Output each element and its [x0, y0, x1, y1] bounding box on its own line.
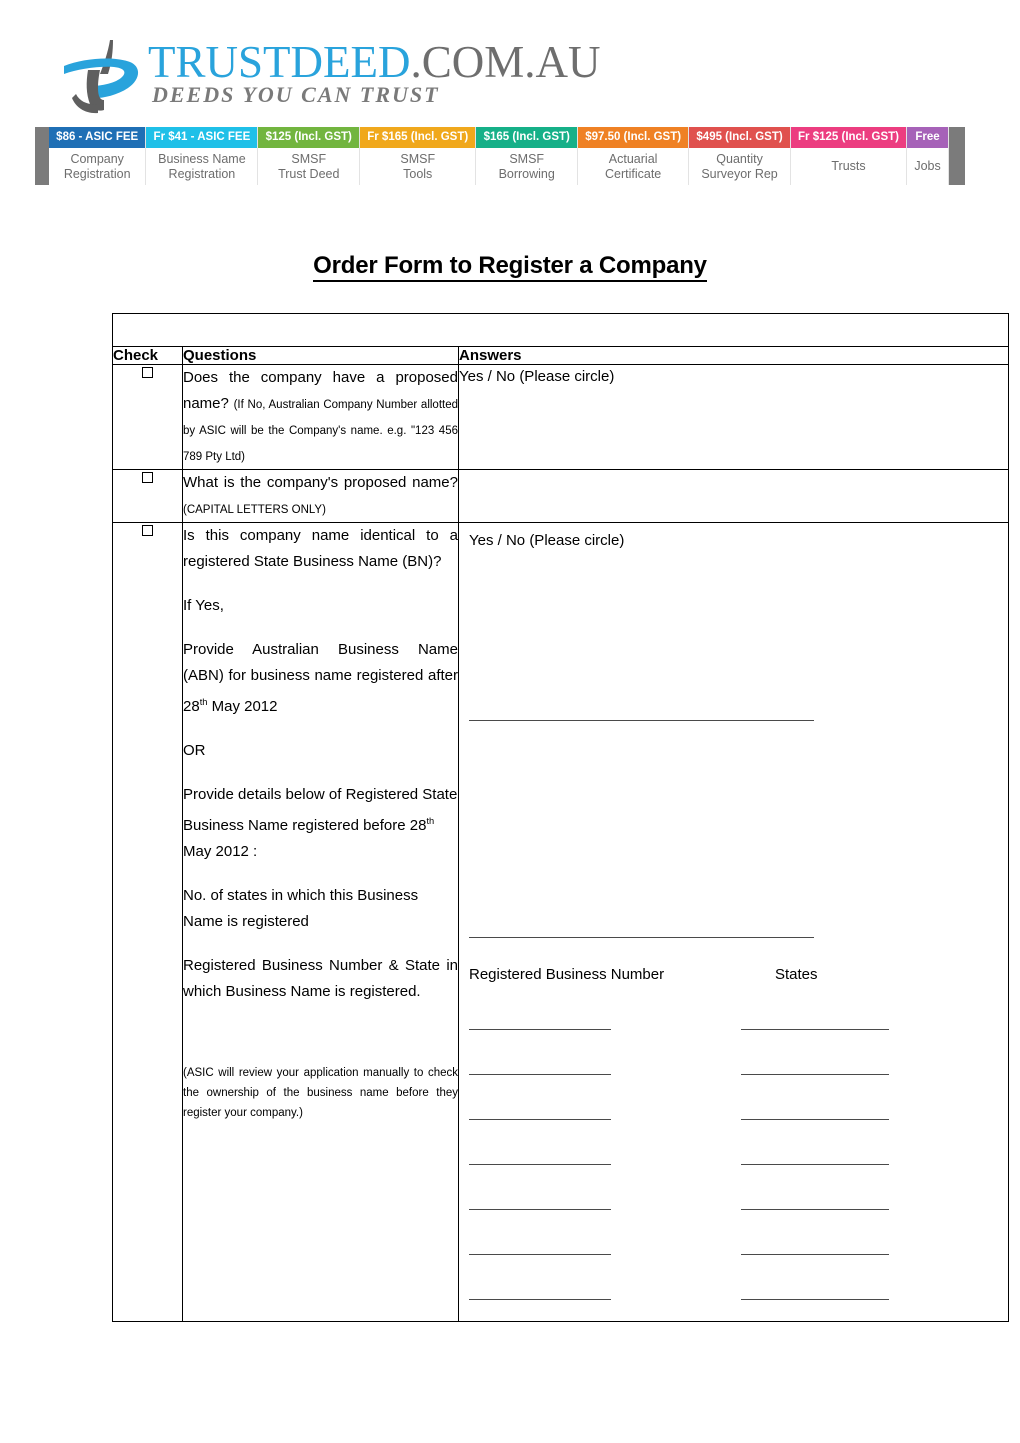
row2-question-main: What is the company's proposed name?	[183, 474, 458, 491]
nav-price-smsf-trust-deed: $125 (Incl. GST)	[258, 127, 359, 148]
answer-line-bn-6[interactable]	[469, 1254, 611, 1255]
row3-q-para-5a: Provide details below of Registered State Business Name registered before 28	[183, 786, 458, 834]
nav-item-business-name-registration[interactable]	[146, 127, 258, 185]
row3-question-text	[183, 523, 458, 1123]
answer-line-bn-1[interactable]	[469, 1029, 611, 1030]
page-header	[0, 0, 1020, 200]
nav-label-line2: Tools	[403, 166, 433, 181]
answer-col-header-registered-business-number: Registered Business Number	[469, 966, 665, 983]
checkbox-icon[interactable]	[142, 472, 153, 483]
answer-line-state-1[interactable]	[741, 1029, 889, 1030]
nav-item-actuarial-certificate[interactable]	[578, 127, 689, 185]
nav-label-line2: Registration	[63, 166, 131, 181]
order-form-table	[112, 313, 1009, 1322]
table-top-spacer-row	[113, 314, 1009, 347]
row3-answer-cell[interactable]	[459, 523, 1009, 1322]
row2-answer-cell[interactable]	[459, 470, 1009, 523]
row3-answer-lead: Yes / No (Please circle)	[469, 532, 625, 549]
header-check: Check	[113, 347, 183, 365]
answer-line-state-2[interactable]	[741, 1074, 889, 1075]
navbar-right-edge	[949, 127, 965, 185]
answer-line-state-3[interactable]	[741, 1119, 889, 1120]
answer-line-num-states[interactable]	[469, 937, 814, 938]
nav-item-smsf-borrowing[interactable]	[476, 127, 578, 185]
answer-line-bn-3[interactable]	[469, 1119, 611, 1120]
nav-label-line2: Certificate	[604, 166, 662, 181]
nav-item-trusts[interactable]	[791, 127, 907, 185]
row1-question-main: Does the company have a proposed name?	[183, 369, 458, 412]
nav-item-quantity-surveyor-rep[interactable]	[689, 127, 791, 185]
nav-label-actuarial-certificate	[578, 148, 688, 185]
answer-line-abn[interactable]	[469, 720, 814, 721]
nav-item-jobs[interactable]	[907, 127, 949, 185]
answer-line-bn-4[interactable]	[469, 1164, 611, 1165]
row3-q-para-3-sup: th	[199, 697, 208, 707]
brand-name-primary: TRUSTDEED	[148, 37, 411, 87]
nav-label-jobs	[907, 148, 948, 185]
row3-q-para-2: If Yes,	[183, 597, 224, 614]
nav-label-line1: Actuarial	[608, 151, 658, 166]
nav-price-jobs: Free	[907, 127, 948, 148]
nav-label-line1: SMSF	[291, 151, 327, 166]
row3-q-para-6: No. of states in which this Business Name is registered	[183, 887, 419, 930]
nav-label-line2: Registration	[168, 166, 236, 181]
header-answers: Answers	[459, 347, 1009, 365]
row1-question-cell	[183, 365, 459, 470]
row2-check-cell[interactable]	[113, 470, 183, 523]
row3-q-para-3	[183, 637, 458, 720]
nav-label-line1: SMSF	[509, 151, 545, 166]
answer-line-state-4[interactable]	[741, 1164, 889, 1165]
answer-line-state-6[interactable]	[741, 1254, 889, 1255]
nav-price-actuarial-certificate: $97.50 (Incl. GST)	[578, 127, 688, 148]
answer-line-bn-5[interactable]	[469, 1209, 611, 1210]
checkbox-icon[interactable]	[142, 525, 153, 536]
row3-answer-block	[459, 523, 1008, 1321]
nav-price-smsf-borrowing: $165 (Incl. GST)	[476, 127, 577, 148]
answer-col-header-states: States	[775, 966, 818, 983]
row3-q-note: (ASIC will review your application manually to check the ownership of the business name before they register your company.)	[183, 1067, 458, 1119]
row3-check-cell[interactable]	[113, 523, 183, 1322]
nav-label-trusts	[791, 148, 906, 185]
answer-line-bn-7[interactable]	[469, 1299, 611, 1300]
nav-price-quantity-surveyor-rep: $495 (Incl. GST)	[689, 127, 790, 148]
checkbox-icon[interactable]	[142, 367, 153, 378]
trustdeed-logo-icon	[58, 36, 144, 116]
row1-answer-text: Yes / No (Please circle)	[459, 368, 615, 385]
nav-label-line1: Trusts	[831, 159, 866, 173]
row1-answer-cell[interactable]	[459, 365, 1009, 470]
row1-question-text	[183, 365, 458, 469]
row2-question-cell	[183, 470, 459, 523]
page-title-text: Order Form to Register a Company	[313, 252, 707, 282]
table-row	[113, 470, 1009, 523]
row1-question-note: (If No, Australian Company Number allotted by ASIC will be the Company's name. e.g. "123 456 789 Pty Ltd)	[183, 399, 459, 463]
nav-price-smsf-tools: Fr $165 (Incl. GST)	[360, 127, 475, 148]
brand-name-tld: .COM.AU	[410, 37, 601, 87]
header-questions: Questions	[183, 347, 459, 365]
navbar-left-edge	[35, 127, 49, 185]
nav-label-line1: Jobs	[914, 159, 941, 173]
nav-item-smsf-trust-deed[interactable]	[258, 127, 360, 185]
table-header-row	[113, 347, 1009, 365]
row1-check-cell[interactable]	[113, 365, 183, 470]
row2-question-note: (CAPITAL LETTERS ONLY)	[183, 504, 326, 516]
nav-label-smsf-tools	[360, 148, 475, 185]
row3-q-para-1: Is this company name identical to a registered State Business Name (BN)?	[183, 527, 458, 570]
nav-label-line1: SMSF	[400, 151, 436, 166]
brand-wordmark	[148, 38, 601, 86]
table-row	[113, 523, 1009, 1322]
table-top-spacer-cell	[113, 314, 1009, 347]
row2-question-text	[183, 470, 458, 522]
nav-label-line1: Business Name	[158, 151, 246, 166]
nav-label-line2: Borrowing	[498, 166, 555, 181]
nav-label-business-name-registration	[146, 148, 257, 185]
nav-price-company-registration: $86 - ASIC FEE	[49, 127, 145, 148]
nav-label-smsf-trust-deed	[258, 148, 359, 185]
table-row	[113, 365, 1009, 470]
answer-line-state-7[interactable]	[741, 1299, 889, 1300]
row3-q-para-4: OR	[183, 742, 206, 759]
row3-question-cell	[183, 523, 459, 1322]
page-title	[0, 252, 1020, 280]
nav-item-company-registration[interactable]	[49, 127, 146, 185]
row3-q-para-7: Registered Business Number & State in which Business Name is registered.	[183, 957, 458, 1000]
nav-label-line1: Company	[70, 151, 124, 166]
nav-price-business-name-registration: Fr $41 - ASIC FEE	[146, 127, 257, 148]
nav-label-quantity-surveyor-rep	[689, 148, 790, 185]
row3-q-para-5-sup: th	[426, 816, 435, 826]
nav-label-line2: Surveyor Rep	[701, 166, 778, 181]
row3-q-para-5	[183, 782, 458, 865]
answer-line-state-5[interactable]	[741, 1209, 889, 1210]
pricing-navbar	[35, 127, 965, 185]
answer-line-bn-2[interactable]	[469, 1074, 611, 1075]
row3-q-para-3a: Provide Australian Business Name (ABN) for business name registered after 28	[183, 641, 458, 715]
brand-tagline: DEEDS YOU CAN TRUST	[152, 82, 440, 107]
nav-label-line1: Quantity	[716, 151, 763, 166]
nav-price-trusts: Fr $125 (Incl. GST)	[791, 127, 906, 148]
nav-label-company-registration	[49, 148, 145, 185]
nav-item-smsf-tools[interactable]	[360, 127, 476, 185]
row3-q-para-3b: May 2012	[207, 698, 278, 715]
row3-q-para-5b: May 2012 :	[183, 843, 258, 860]
nav-label-smsf-borrowing	[476, 148, 577, 185]
brand-logo[interactable]	[58, 36, 601, 124]
nav-label-line2: Trust Deed	[278, 166, 340, 181]
